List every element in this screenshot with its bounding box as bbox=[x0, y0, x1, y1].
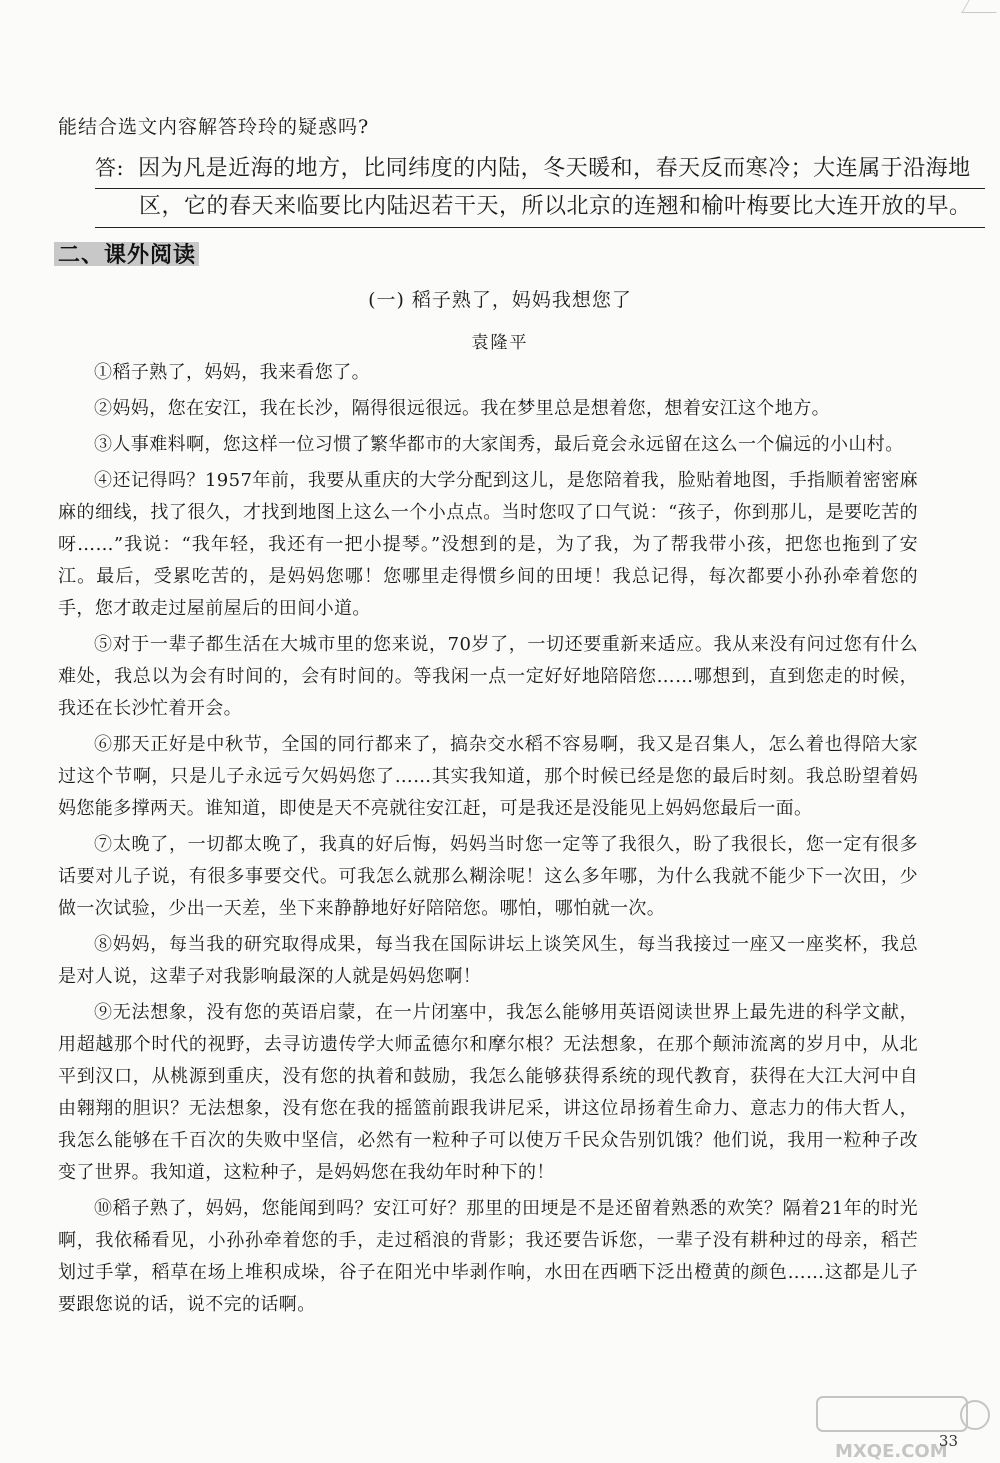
watermark-text: MXQE.COM bbox=[835, 1441, 948, 1462]
answer-line-1 bbox=[95, 150, 985, 189]
paragraph-4: ④还记得吗？1957年前，我要从重庆的大学分配到这儿，是您陪着我，脸贴着地图，手指顺着密密麻麻的细线，找了很久，才找到地图上这么一个小点点。当时您叹了口气说：“孩子，你到那儿，是要吃苦的呀……”我说：“我年轻，我还有一把小提琴。”没想到的是，为了我，为了帮我带小孩，把您也拖到了安江。最后，受累吃苦的，是妈妈您哪！您哪里走得惯乡间的田埂！我总记得，每次都要小孙孙牵着您的手，您才敢走过屋前屋后的田间小道。 bbox=[58, 470, 918, 619]
answer-block bbox=[95, 150, 985, 228]
article-title: (一) 稻子熟了，妈妈我想您了 bbox=[368, 289, 632, 311]
section-heading-text: 二、课外阅读 bbox=[58, 243, 197, 268]
paragraph-3: ③人事难料啊，您这样一位习惯了繁华都市的大家闺秀，最后竟会永远留在这么一个偏远的小山村。 bbox=[94, 434, 904, 455]
answer-line-2 bbox=[95, 189, 985, 228]
paragraph-8: ⑧妈妈，每当我的研究取得成果，每当我在国际讲坛上谈笑风生，每当我接过一座又一座奖杯，我总是对人说，这辈子对我影响最深的人就是妈妈您啊！ bbox=[58, 934, 918, 987]
watermark-logo bbox=[815, 1393, 995, 1463]
article-body bbox=[58, 357, 918, 1325]
paragraph-1: ①稻子熟了，妈妈，我来看您了。 bbox=[94, 362, 370, 383]
paragraph-2: ②妈妈，您在安江，我在长沙，隔得很远很远。我在梦里总是想着您，想着安江这个地方。 bbox=[94, 398, 830, 419]
article-author: 袁隆平 bbox=[471, 333, 529, 353]
paragraph-6: ⑥那天正好是中秋节，全国的同行都来了，搞杂交水稻不容易啊，我又是召集人，怎么着也得陪大家过这个节啊，只是儿子永远亏欠妈妈您了……其实我知道，那个时候已经是您的最后时刻。我总盼望着妈妈您能多撑两天。谁知道，即使是天不亮就往安江赶，可是我还是没能见上妈妈您最后一面。 bbox=[58, 734, 918, 819]
paragraph-7: ⑦太晚了，一切都太晚了，我真的好后悔，妈妈当时您一定等了我很久，盼了我很长，您一定有很多话要对儿子说，有很多事要交代。可我怎么就那么糊涂呢！这么多年哪，为什么我就不能少下一次田，少做一次试验，少出一天差，坐下来静静地好好陪陪您。哪怕，哪怕就一次。 bbox=[58, 834, 918, 919]
answer-text-2: 区，它的春天来临要比内陆迟若干天，所以北京的连翘和榆叶梅要比大连开放的早。 bbox=[139, 194, 972, 219]
answer-lead: 答: bbox=[95, 156, 125, 180]
answer-text-1: 因为凡是近海的地方，比同纬度的内陆，冬天暖和，春天反而寒冷；大连属于沿海地 bbox=[138, 156, 971, 181]
paragraph-9: ⑨无法想象，没有您的英语启蒙，在一片闭塞中，我怎么能够用英语阅读世界上最先进的科学文献，用超越那个时代的视野，去寻访遗传学大师孟德尔和摩尔根？无法想象，在那个颠沛流离的岁月中，从北平到汉口，从桃源到重庆，没有您的执着和鼓励，我怎么能够获得系统的现代教育，获得在大江大河中自由翱翔的胆识？无法想象，没有您在我的摇篮前跟我讲尼采，讲这位昂扬着生命力、意志力的伟大哲人，我怎么能够在千百次的失败中坚信，必然有一粒种子可以使万千民众告别饥饿？他们说，我用一粒种子改变了世界。我知道，这粒种子，是妈妈您在我幼年时种下的！ bbox=[58, 1002, 918, 1183]
page-number: 33 bbox=[938, 1432, 958, 1450]
paragraph-5: ⑤对于一辈子都生活在大城市里的您来说，70岁了，一切还要重新来适应。我从来没有问过您有什么难处，我总以为会有时间的，会有时间的。等我闲一点一定好好地陪陪您……哪想到，直到您走的时候，我还在长沙忙着开会。 bbox=[58, 634, 918, 719]
paragraph-10: ⑩稻子熟了，妈妈，您能闻到吗？安江可好？那里的田埂是不是还留着熟悉的欢笑？隔着21年的时光啊，我依稀看见，小孙孙牵着您的手，走过稻浪的背影；我还要告诉您，一辈子没有耕种过的母亲，稻芒划过手掌，稻草在场上堆积成垛，谷子在阳光中毕剥作响，水田在西晒下泛出橙黄的颜色……这都是儿子要跟您说的话，说不完的话啊。 bbox=[58, 1198, 918, 1315]
page-corner-fold bbox=[961, 0, 1000, 13]
question-tail: 能结合选文内容解答玲玲的疑惑吗? bbox=[58, 116, 370, 138]
section-heading bbox=[58, 238, 196, 268]
